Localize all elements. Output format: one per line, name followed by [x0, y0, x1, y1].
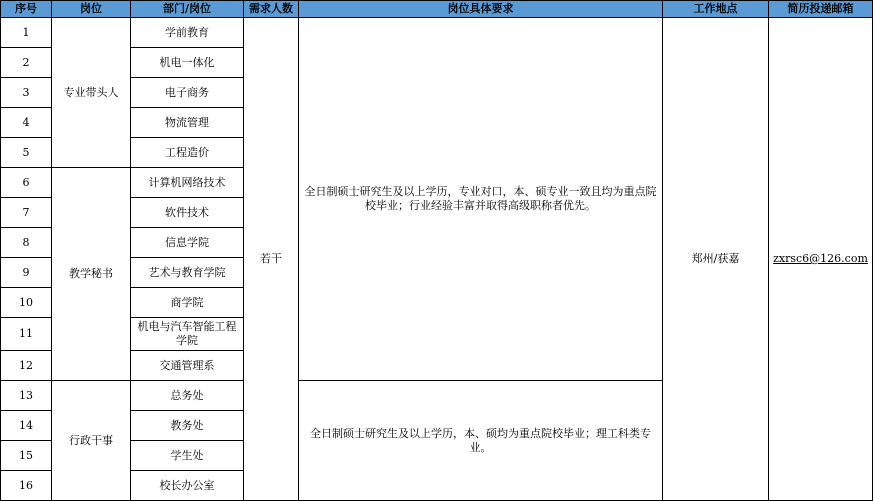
dept-cell: 学前教育: [131, 18, 244, 48]
row-number: 10: [1, 288, 52, 318]
row-number: 6: [1, 168, 52, 198]
row-number: 1: [1, 18, 52, 48]
email-cell[interactable]: [769, 18, 873, 501]
row-number: 7: [1, 198, 52, 228]
row-number: 16: [1, 471, 52, 501]
dept-cell: 学生处: [131, 441, 244, 471]
dept-cell: 机电一体化: [131, 48, 244, 78]
row-number: 12: [1, 351, 52, 381]
dept-cell: 信息学院: [131, 228, 244, 258]
header-dept: 部门/岗位: [131, 1, 244, 18]
dept-cell: 软件技术: [131, 198, 244, 228]
requirement-admin: 全日制硕士研究生及以上学历，本、硕均为重点院校毕业；理工科类专业。: [299, 381, 663, 501]
post-cell-leader: 专业带头人: [52, 18, 131, 168]
header-no: 序号: [1, 1, 52, 18]
requirement-teaching: 全日制硕士研究生及以上学历，专业对口，本、硕专业一致且均为重点院校毕业；行业经验丰富并取得高级职称者优先。: [299, 18, 663, 381]
dept-cell: 总务处: [131, 381, 244, 411]
row-number: 15: [1, 441, 52, 471]
header-location: 工作地点: [663, 1, 769, 18]
row-number: 5: [1, 138, 52, 168]
row-number: 9: [1, 258, 52, 288]
dept-cell: 计算机网络技术: [131, 168, 244, 198]
row-number: 14: [1, 411, 52, 441]
row-number: 13: [1, 381, 52, 411]
row-number: 11: [1, 318, 52, 351]
location-cell: 郑州/获嘉: [663, 18, 769, 501]
email-link[interactable]: zxrsc6@126.com: [773, 252, 868, 265]
header-row: [1, 1, 873, 18]
dept-cell: 教务处: [131, 411, 244, 441]
dept-cell: 电子商务: [131, 78, 244, 108]
post-cell-admin: 行政干事: [52, 381, 131, 501]
header-email: 简历投递邮箱: [769, 1, 873, 18]
header-requirement: 岗位具体要求: [299, 1, 663, 18]
dept-cell: 机电与汽车智能工程学院: [131, 318, 244, 351]
dept-cell: 商学院: [131, 288, 244, 318]
dept-cell: 交通管理系: [131, 351, 244, 381]
table-row: [1, 18, 873, 48]
dept-cell: 工程造价: [131, 138, 244, 168]
dept-cell: 校长办公室: [131, 471, 244, 501]
dept-cell: 艺术与教育学院: [131, 258, 244, 288]
post-cell-secretary: 教学秘书: [52, 168, 131, 381]
header-count: 需求人数: [244, 1, 299, 18]
dept-cell: 物流管理: [131, 108, 244, 138]
row-number: 4: [1, 108, 52, 138]
header-post: 岗位: [52, 1, 131, 18]
row-number: 8: [1, 228, 52, 258]
row-number: 3: [1, 78, 52, 108]
count-cell: 若干: [244, 18, 299, 501]
row-number: 2: [1, 48, 52, 78]
